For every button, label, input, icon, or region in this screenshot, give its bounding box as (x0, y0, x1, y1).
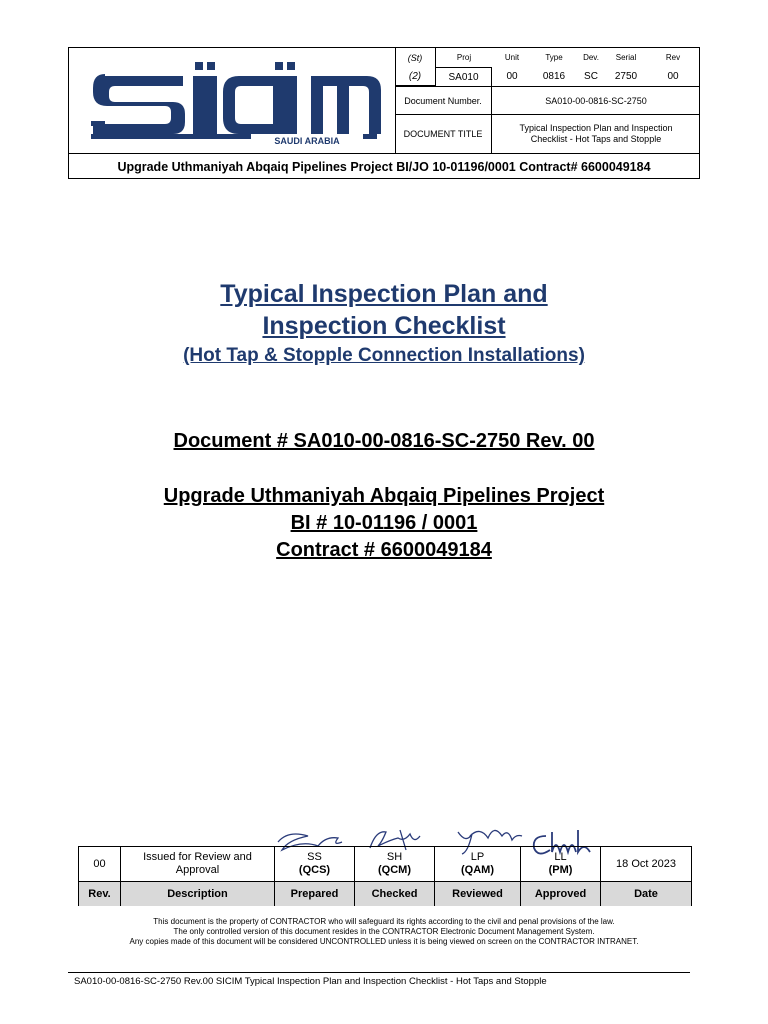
code-value: 00 (506, 71, 518, 82)
code-value: (2) (395, 67, 435, 86)
header-checked: Checked (355, 882, 435, 906)
rev-value: 00 (79, 847, 121, 881)
doc-number-value: SA010-00-0816-SC-2750 (545, 95, 647, 106)
notice-line2: The only controlled version of this document resides in the CONTRACTOR Electronic Document Management System. (173, 927, 595, 936)
header-prepared: Prepared (275, 882, 355, 906)
project-line: Upgrade Uthmaniyah Abqaiq Pipelines Project (163, 485, 605, 507)
code-value: 0816 (542, 71, 566, 82)
bi-line: BI # 10-01196 / 0001 (290, 512, 478, 534)
logo-subtext: SAUDI ARABIA (274, 136, 340, 146)
checked-initials: SH (386, 851, 403, 864)
checked-cell (355, 847, 435, 881)
reviewed-initials: LP (470, 851, 485, 864)
description-value: Issued for Review and Approval (121, 847, 275, 881)
document-number-line: Document # SA010-00-0816-SC-2750 Rev. 00 (173, 430, 595, 452)
prepared-role: (QCS) (298, 864, 331, 876)
sicim-logo (69, 48, 395, 153)
logo-cell (69, 48, 396, 153)
code-label: Dev. (583, 53, 599, 62)
doc-title-value: Typical Inspection Plan and Inspection Checklist - Hot Taps and Stopple (519, 123, 673, 144)
doc-title-row (395, 115, 700, 153)
approved-role: (PM) (548, 864, 573, 876)
header-description: Description (121, 882, 275, 906)
project-bar: Upgrade Uthmaniyah Abqaiq Pipelines Project BI/JO 10-01196/0001 Contract# 6600049184 (69, 153, 699, 180)
document-code-panel (395, 48, 700, 153)
code-label: Rev (665, 53, 681, 62)
code-value: 00 (667, 71, 679, 82)
code-value: 2750 (614, 71, 638, 82)
main-subtitle: (Hot Tap & Stopple Connection Installations) (183, 345, 585, 366)
checked-role: (QCM) (378, 864, 411, 876)
approval-row (79, 847, 691, 881)
code-values-row (395, 67, 700, 87)
code-label: Unit (504, 53, 520, 62)
header-reviewed: Reviewed (435, 882, 521, 906)
doc-title-label: DOCUMENT TITLE (395, 115, 492, 153)
main-title-line2: Inspection Checklist (262, 312, 506, 340)
code-value: SC (584, 71, 598, 82)
approved-cell (521, 847, 601, 881)
prepared-cell (275, 847, 355, 881)
header-approved: Approved (521, 882, 601, 906)
code-label: Proj (435, 48, 492, 67)
code-label: (St) (407, 52, 423, 63)
header-date: Date (634, 887, 658, 900)
doc-number-label: Document Number. (395, 87, 492, 114)
reviewed-cell (435, 847, 521, 881)
page-footer: SA010-00-0816-SC-2750 Rev.00 SICIM Typical Inspection Plan and Inspection Checklist - Hot Taps and Stopple (74, 976, 547, 987)
code-labels-row (395, 48, 700, 67)
approved-initials: LL (554, 851, 567, 864)
code-value: SA010 (435, 67, 492, 86)
document-header (68, 47, 700, 179)
main-title-line1: Typical Inspection Plan and (220, 280, 548, 308)
code-label: Type (545, 53, 563, 62)
doc-number-row (395, 87, 700, 115)
approval-table (78, 846, 692, 906)
prepared-initials: SS (307, 851, 322, 864)
footer-divider (68, 972, 690, 973)
notice-line1: This document is the property of CONTRACTOR who will safeguard its rights according to the civil and penal provisions of the law. (153, 917, 615, 926)
reviewed-role: (QAM) (461, 864, 494, 876)
date-value: 18 Oct 2023 (616, 857, 676, 870)
contract-line: Contract # 6600049184 (276, 539, 492, 561)
header-rev: Rev. (79, 882, 121, 906)
notice-line3: Any copies made of this document will be considered UNCONTROLLED unless it is being viewed on screen on the CONTRACTOR INTRANET. (129, 937, 639, 946)
code-label: Serial (615, 53, 637, 62)
approval-header-row (79, 881, 691, 906)
